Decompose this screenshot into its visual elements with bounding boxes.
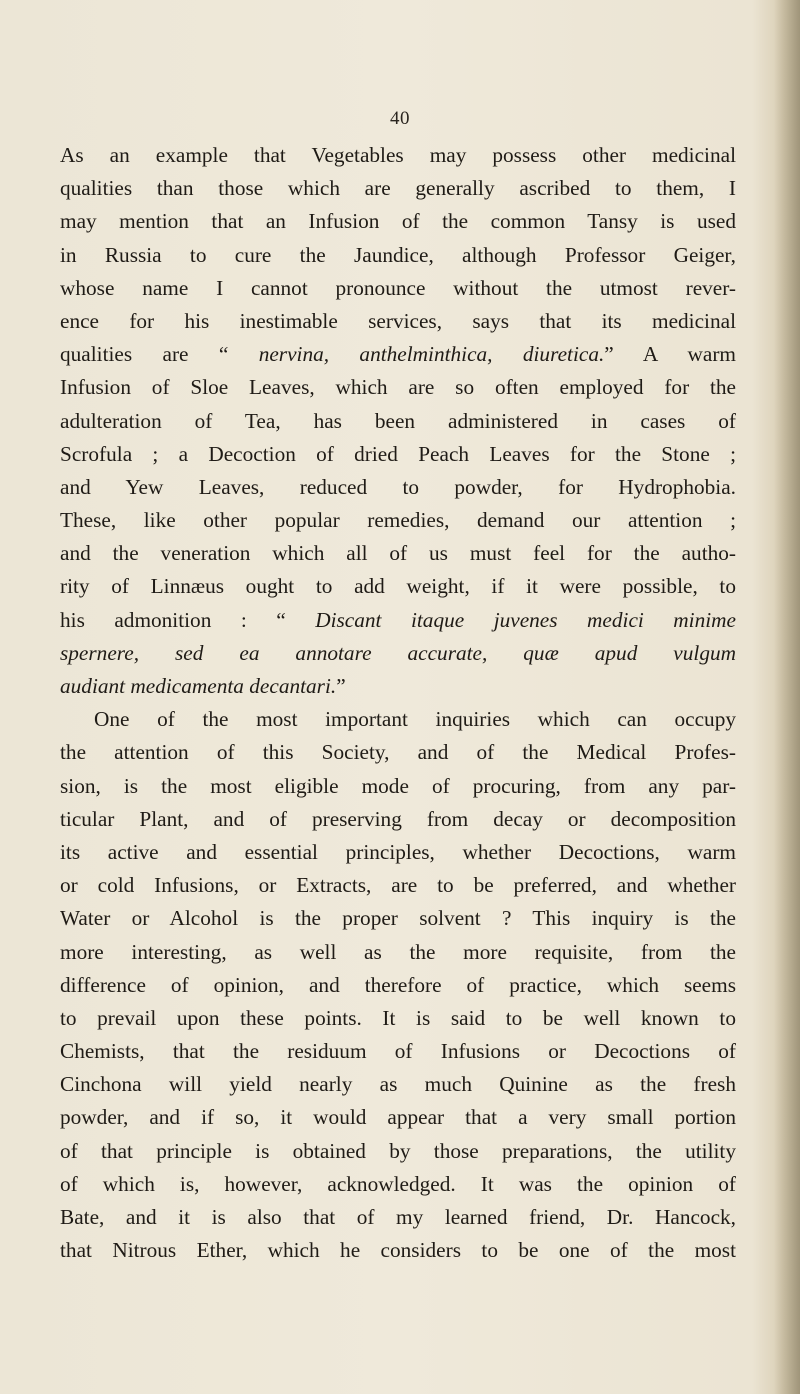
- text-line: [60, 471, 736, 504]
- text-line: [60, 1068, 736, 1101]
- text-segment: sion, is the most eligible mode of procuring, from any par-: [60, 773, 736, 798]
- text-line: [60, 438, 736, 471]
- text-line: [60, 736, 736, 769]
- text-line: [60, 172, 736, 205]
- text-segment: of which is, however, acknowledged. It was the opinion of: [60, 1171, 736, 1196]
- text-segment: Scrofula ; a Decoction of dried Peach Leaves for the Stone ;: [60, 441, 736, 466]
- italic-text: nervina, anthelminthica, diuretica.: [258, 342, 605, 367]
- text-segment: powder, and if so, it would appear that a very small portion: [60, 1105, 736, 1130]
- text-line: [60, 272, 736, 305]
- page-edge-shadow: [774, 0, 800, 1394]
- text-line: [60, 936, 736, 969]
- italic-text: spernere, sed ea annotare accurate, quæ apud vulgum: [60, 640, 736, 665]
- text-line: [60, 604, 736, 637]
- text-segment: whose name I cannot pronounce without the utmost rever-: [60, 275, 736, 300]
- text-segment: more interesting, as well as the more requisite, from the: [60, 939, 736, 964]
- text-segment: difference of opinion, and therefore of practice, which seems: [60, 972, 736, 997]
- body-text: [60, 139, 736, 1267]
- text-line: [60, 405, 736, 438]
- text-line: [60, 504, 736, 537]
- text-segment: Chemists, that the residuum of Infusions or Decoctions of: [60, 1039, 736, 1064]
- text-segment: Infusion of Sloe Leaves, which are so often employed for the: [60, 375, 736, 400]
- text-segment: Bate, and it is also that of my learned friend, Dr. Hancock,: [60, 1205, 736, 1229]
- text-segment: and Yew Leaves, reduced to powder, for Hydrophobia.: [60, 474, 736, 499]
- text-segment: or cold Infusions, or Extracts, are to be preferred, and whether: [60, 873, 736, 898]
- text-segment: One of the most important inquiries which can occupy: [94, 707, 736, 732]
- text-segment: ticular Plant, and of preserving from decay or decomposition: [60, 806, 736, 831]
- text-segment: that Nitrous Ether, which he considers to be one of the most: [60, 1238, 736, 1263]
- text-segment: These, like other popular remedies, demand our attention ;: [60, 508, 736, 533]
- text-line: [60, 1234, 736, 1267]
- text-segment: his admonition : “: [60, 607, 316, 632]
- italic-text: Discant itaque juvenes medici minime: [315, 607, 737, 632]
- text-segment: qualities are “: [60, 342, 259, 367]
- text-line: [60, 969, 736, 1002]
- text-segment: ” A warm: [604, 342, 736, 367]
- text-line: [60, 1168, 736, 1201]
- text-segment: to prevail upon these points. It is said to be well known to: [60, 1005, 736, 1030]
- text-segment: and the veneration which all of us must feel for the autho-: [60, 541, 736, 566]
- text-line: [60, 1002, 736, 1035]
- text-segment: in Russia to cure the Jaundice, although Professor Geiger,: [60, 242, 736, 267]
- text-segment: of that principle is obtained by those preparations, the utility: [60, 1138, 736, 1163]
- text-line: [60, 637, 736, 670]
- text-segment: ”: [336, 674, 346, 698]
- text-line: [60, 670, 736, 703]
- text-line: [60, 836, 736, 869]
- text-line: [60, 537, 736, 570]
- text-line: [60, 1201, 736, 1234]
- text-segment: Cinchona will yield nearly as much Quinine as the fresh: [60, 1072, 736, 1097]
- text-segment: qualities than those which are generally ascribed to them, I: [60, 176, 736, 201]
- italic-text: audiant medicamenta decantari.: [60, 674, 337, 698]
- text-line: [60, 239, 736, 272]
- text-line: [60, 703, 736, 736]
- text-line: [60, 902, 736, 935]
- text-line: [60, 1135, 736, 1168]
- text-line: [60, 305, 736, 338]
- text-line: [60, 1101, 736, 1134]
- text-segment: As an example that Vegetables may possess other medicinal: [60, 143, 736, 167]
- text-line: [60, 803, 736, 836]
- text-line: [60, 205, 736, 238]
- text-segment: rity of Linnæus ought to add weight, if it were possible, to: [60, 574, 736, 599]
- text-line: [60, 770, 736, 803]
- text-line: [60, 338, 736, 371]
- text-line: [60, 869, 736, 902]
- page-number: 40: [390, 108, 410, 129]
- text-line: [60, 570, 736, 603]
- text-segment: may mention that an Infusion of the common Tansy is used: [60, 209, 736, 234]
- text-line: [60, 1035, 736, 1068]
- text-segment: the attention of this Society, and of the Medical Profes-: [60, 740, 736, 765]
- text-segment: ence for his inestimable services, says that its medicinal: [60, 308, 736, 333]
- text-line: [60, 139, 736, 172]
- text-segment: adulteration of Tea, has been administered in cases of: [60, 408, 736, 433]
- text-segment: Water or Alcohol is the proper solvent ? This inquiry is the: [60, 906, 736, 931]
- text-line: [60, 371, 736, 404]
- text-segment: its active and essential principles, whether Decoctions, warm: [60, 839, 736, 864]
